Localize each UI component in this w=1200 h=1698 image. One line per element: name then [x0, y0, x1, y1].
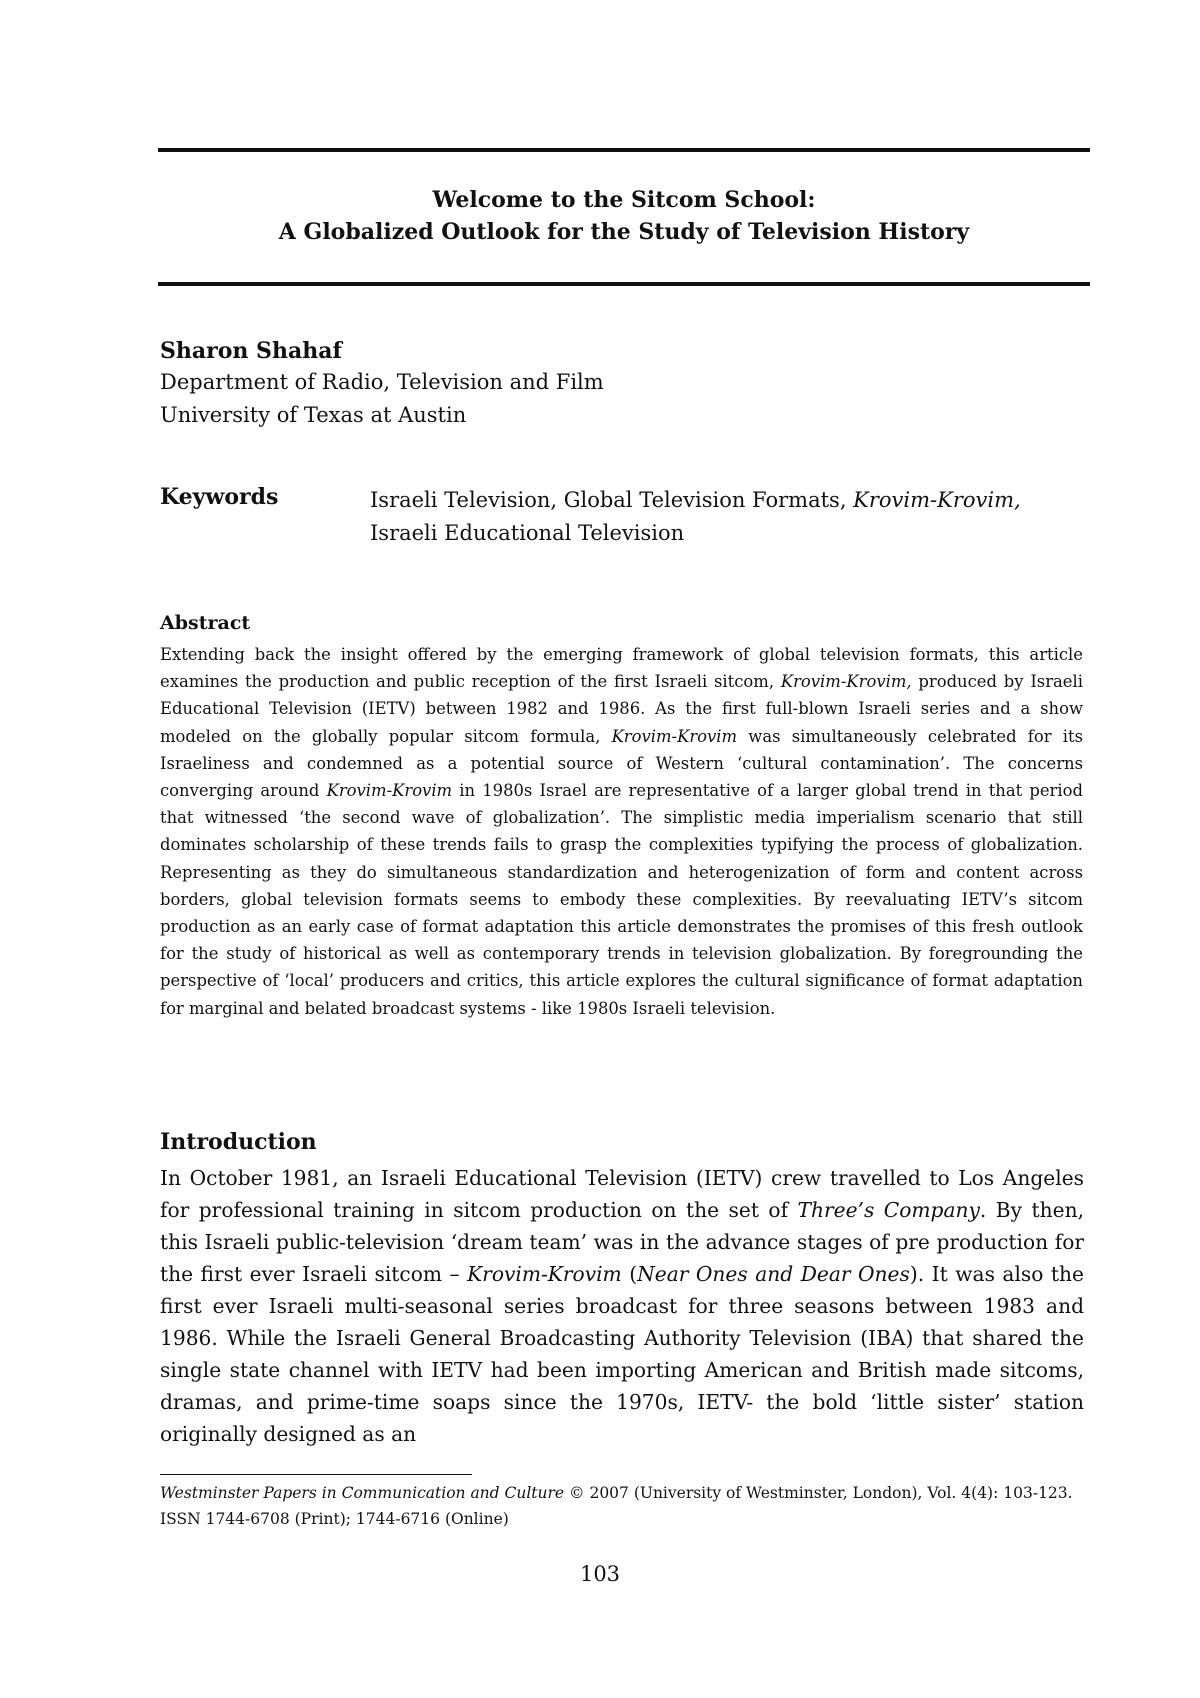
abstract-segment: produced by Israeli Educational Television (IETV) between 1982 and 1986. As the first full-blown Israeli series and a show modeled on the globally popular sitcom formula,: [160, 672, 1083, 746]
intro-segment: (: [621, 1262, 638, 1286]
keywords-part-3: Israeli Educational Television: [370, 521, 685, 545]
title-bottom-rule: [158, 282, 1090, 286]
title-line-1: Welcome to the Sitcom School:: [432, 187, 816, 213]
keywords-italic: Krovim-Krovim,: [853, 488, 1021, 512]
introduction-body: [160, 1162, 1084, 1450]
footnote-journal: Westminster Papers in Communication and Culture: [160, 1484, 565, 1502]
intro-italic: Near Ones and Dear Ones: [637, 1262, 910, 1286]
keywords-part-1: Israeli Television, Global Television Formats,: [370, 488, 854, 512]
abstract-segment: in 1980s Israel are representative of a larger global trend in that period that witnessed ‘the second wave of globalization’. The simplistic media imperialism scenario that still dominates scholarship of these trends fails to grasp the complexities typifying the process of globalization. Representing as they do simultaneous standardization and heterogenization of form and content across borders, global television formats seems to embody these complexities. By reevaluating IETV’s sitcom production as an early case of format adaptation this article demonstrates the promises of this fresh outlook for the study of historical as well as contemporary trends in television globalization. By foregrounding the perspective of ‘local’ producers and critics, this article explores the cultural significance of format adaptation for marginal and belated broadcast systems - like 1980s Israeli television.: [160, 781, 1083, 1018]
abstract-body: [160, 641, 1083, 1022]
title-line-2: A Globalized Outlook for the Study of Television History: [278, 219, 970, 245]
author-department: Department of Radio, Television and Film: [160, 370, 604, 394]
abstract-segment: Extending back the insight offered by the emerging framework of global television formats, this article examines the production and public reception of the first Israeli sitcom,: [160, 645, 1083, 692]
abstract-italic: Krovim-Krovim,: [780, 672, 912, 692]
intro-italic: Three’s Company: [797, 1198, 980, 1222]
author-university: University of Texas at Austin: [160, 403, 467, 427]
author-name: Sharon Shahaf: [160, 338, 342, 364]
intro-segment: ). It was also the first ever Israeli multi-seasonal series broadcast for three seasons between 1983 and 1986. While the Israeli General Broadcasting Authority Television (IBA) that shared the single state channel with IETV had been importing American and British made sitcoms, dramas, and prime-time soaps since the 1970s, IETV- the bold ‘little sister’ station originally designed as an: [160, 1262, 1084, 1446]
abstract-segment: was simultaneously celebrated for its Israeliness and condemned as a potential source of Western ‘cultural contamination’. The concerns converging around: [160, 726, 1084, 801]
introduction-heading: Introduction: [160, 1129, 317, 1155]
abstract-italic: Krovim-Krovim: [611, 726, 738, 746]
footnote: [160, 1480, 1084, 1532]
keywords-label: Keywords: [160, 484, 279, 510]
intro-italic: Krovim-Krovim: [467, 1262, 622, 1286]
abstract-heading: Abstract: [160, 612, 251, 634]
top-rule: [158, 148, 1090, 152]
footnote-text: © 2007 (University of Westminster, London), Vol. 4(4): 103-123. ISSN 1744-6708 (Print); 1744-6716 (Online): [160, 1484, 1073, 1528]
intro-segment: In October 1981, an Israeli Educational Television (IETV) crew travelled to Los Angeles for professional training in sitcom production on the set of: [160, 1166, 1084, 1222]
intro-segment: . By then, this Israeli public-television ‘dream team’ was in the advance stages of pre production for the first ever Israeli sitcom –: [160, 1198, 1084, 1286]
keywords-text: [370, 484, 1070, 550]
footnote-rule: [160, 1474, 472, 1475]
article-title: [158, 184, 1090, 248]
page-number: 103: [579, 1562, 621, 1586]
abstract-italic: Krovim-Krovim: [326, 781, 453, 801]
